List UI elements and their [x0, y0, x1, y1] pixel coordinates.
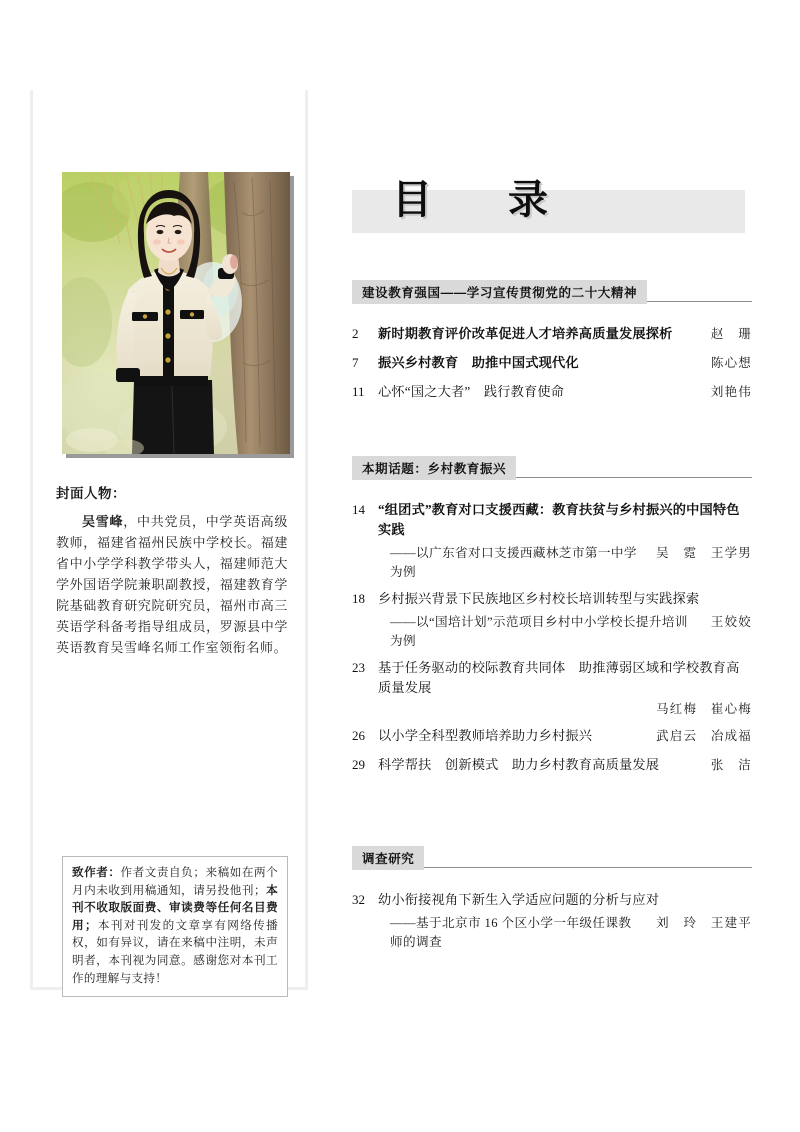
toc-entry[interactable] [352, 589, 752, 649]
toc-entry-subtitle: ——基于北京市 16 个区小学一年级任课教师的调查 [390, 915, 632, 949]
toc-entry-page-number[interactable]: 7 [352, 354, 359, 370]
toc-section [352, 846, 752, 950]
toc-entry-subtitle-line [352, 542, 752, 580]
toc-entry-authors-line: 马红梅 崔心梅 [656, 702, 752, 717]
toc-entry[interactable] [352, 500, 752, 580]
toc-section-spacer [352, 784, 752, 846]
toc-entry-main-line [352, 382, 752, 402]
toc-entry-subtitle-line [352, 912, 752, 950]
author-notice-part1: 作者文责自负；来稿如在两个月内未收到用稿通知，请另投他刊； [72, 866, 278, 897]
toc-entry-page-number[interactable]: 29 [352, 757, 365, 773]
toc-entry-main-line [352, 658, 752, 698]
toc-entry-title[interactable]: 新时期教育评价改革促进人才培养高质量发展探析 [378, 326, 673, 341]
toc-entry-authors: 陈心想 [710, 355, 752, 370]
toc-entry-main-line [352, 500, 752, 540]
cover-person-name: 吴雪峰 [82, 514, 124, 529]
toc-entry-authors: 张 洁 [710, 758, 752, 773]
toc-entry[interactable] [352, 755, 752, 775]
toc-entry[interactable] [352, 658, 752, 718]
cover-person-bio-text: ，中共党员，中学英语高级教师，福建省福州民族中学校长。福建省中小学学科教学带头人，福建师范大学外国语学院兼职副教授，福建教育学院基础教育研究院研究员，福州市高三英语学科备考指导组成员，罗源县中学英语教育吴雪峰名师工作室领衔名师。 [56, 514, 288, 656]
toc-entry-main-line [352, 890, 752, 910]
page-title: 目 录 [392, 177, 566, 222]
toc-entry-subtitle-authors: 刘 玲 王建平 [656, 915, 752, 930]
toc-entry-page-number[interactable]: 2 [352, 326, 359, 341]
toc-entry-title[interactable]: 振兴乡村教育 助推中国式现代化 [378, 354, 579, 370]
toc-entry-page-number[interactable]: 11 [352, 383, 365, 399]
cover-person-photo [62, 172, 290, 454]
section-header-label: 调查研究 [352, 846, 424, 870]
toc-entry-subtitle-line [352, 611, 752, 649]
cover-person-heading: 封面人物： [56, 486, 126, 501]
author-notice-heading: 致作者： [72, 866, 121, 879]
toc-section-header [352, 280, 752, 302]
toc-entry[interactable] [352, 726, 752, 746]
toc-entry-main-line [352, 589, 752, 609]
toc-entry[interactable] [352, 324, 752, 344]
toc-entry-title[interactable]: 以小学全科型教师培养助力乡村振兴 [378, 728, 593, 744]
toc-section-spacer [352, 410, 752, 456]
toc-entry[interactable] [352, 353, 752, 373]
toc-entry-title[interactable]: 乡村振兴背景下民族地区乡村校长培训转型与实践探索 [378, 590, 700, 606]
toc-entry-authors: 武启云 冶成福 [656, 729, 752, 744]
toc-entry-authors: 刘艳伟 [710, 384, 752, 399]
toc-entry-title[interactable]: 科学帮扶 创新模式 助力乡村教育高质量发展 [378, 757, 660, 773]
toc-entry-title[interactable]: 幼小衔接视角下新生入学适应问题的分析与应对 [378, 891, 660, 907]
toc-entry-main-line [352, 726, 752, 746]
toc-entry-main-line [352, 755, 752, 775]
author-notice-box [62, 856, 288, 997]
toc-section [352, 280, 752, 401]
toc-entry-subtitle: ——以“国培计划”示范项目乡村中小学校长提升培训为例 [390, 614, 688, 648]
toc-entry-main-line [352, 353, 752, 373]
toc-entry-subtitle-authors: 王姣姣 [710, 614, 752, 629]
section-header-label: 本期话题：乡村教育振兴 [352, 456, 516, 480]
toc-entry-title[interactable]: 心怀“国之大者” 践行教育使命 [378, 383, 565, 399]
toc-entry-page-number[interactable]: 32 [352, 891, 365, 907]
toc-entry-title[interactable]: 基于任务驱动的校际教育共同体 助推薄弱区域和学校教育高质量发展 [378, 659, 740, 695]
section-header-label: 建设教育强国——学习宣传贯彻党的二十大精神 [352, 280, 647, 304]
author-notice-bold-part: 本刊不收取版面费、审读费等任何名目费用； [72, 883, 278, 932]
author-notice-part2: 本刊对刊发的文章享有网络传播权，如有异议，请在来稿中注明，未声明者，本刊视为同意。感谢您对本刊工作的理解与支持！ [72, 918, 278, 985]
toc-entry-page-number[interactable]: 26 [352, 728, 365, 744]
toc-entry-subtitle: ——以广东省对口支援西藏林芝市第一中学为例 [390, 545, 637, 579]
toc-entry-authors: 赵 珊 [710, 327, 752, 341]
toc-entry[interactable] [352, 890, 752, 950]
toc-entry-title[interactable]: “组团式”教育对口支援西藏：教育扶贫与乡村振兴的中国特色实践 [378, 502, 740, 538]
toc-entry-page-number[interactable]: 14 [352, 502, 365, 518]
cover-person-block [56, 482, 288, 658]
toc-entry-page-number[interactable]: 18 [352, 590, 365, 606]
author-notice-text [72, 864, 278, 987]
toc-entry-main-line [352, 324, 752, 344]
toc-entry-subtitle-authors: 吴 霓 王学男 [656, 545, 752, 560]
toc-section-header [352, 456, 752, 478]
toc-entry-page-number[interactable]: 23 [352, 659, 365, 675]
toc-entry[interactable] [352, 382, 752, 402]
cover-photo-container [62, 172, 290, 454]
toc-section-header [352, 846, 752, 868]
toc-body [352, 280, 752, 959]
cover-person-bio [56, 511, 288, 658]
toc-section [352, 456, 752, 775]
